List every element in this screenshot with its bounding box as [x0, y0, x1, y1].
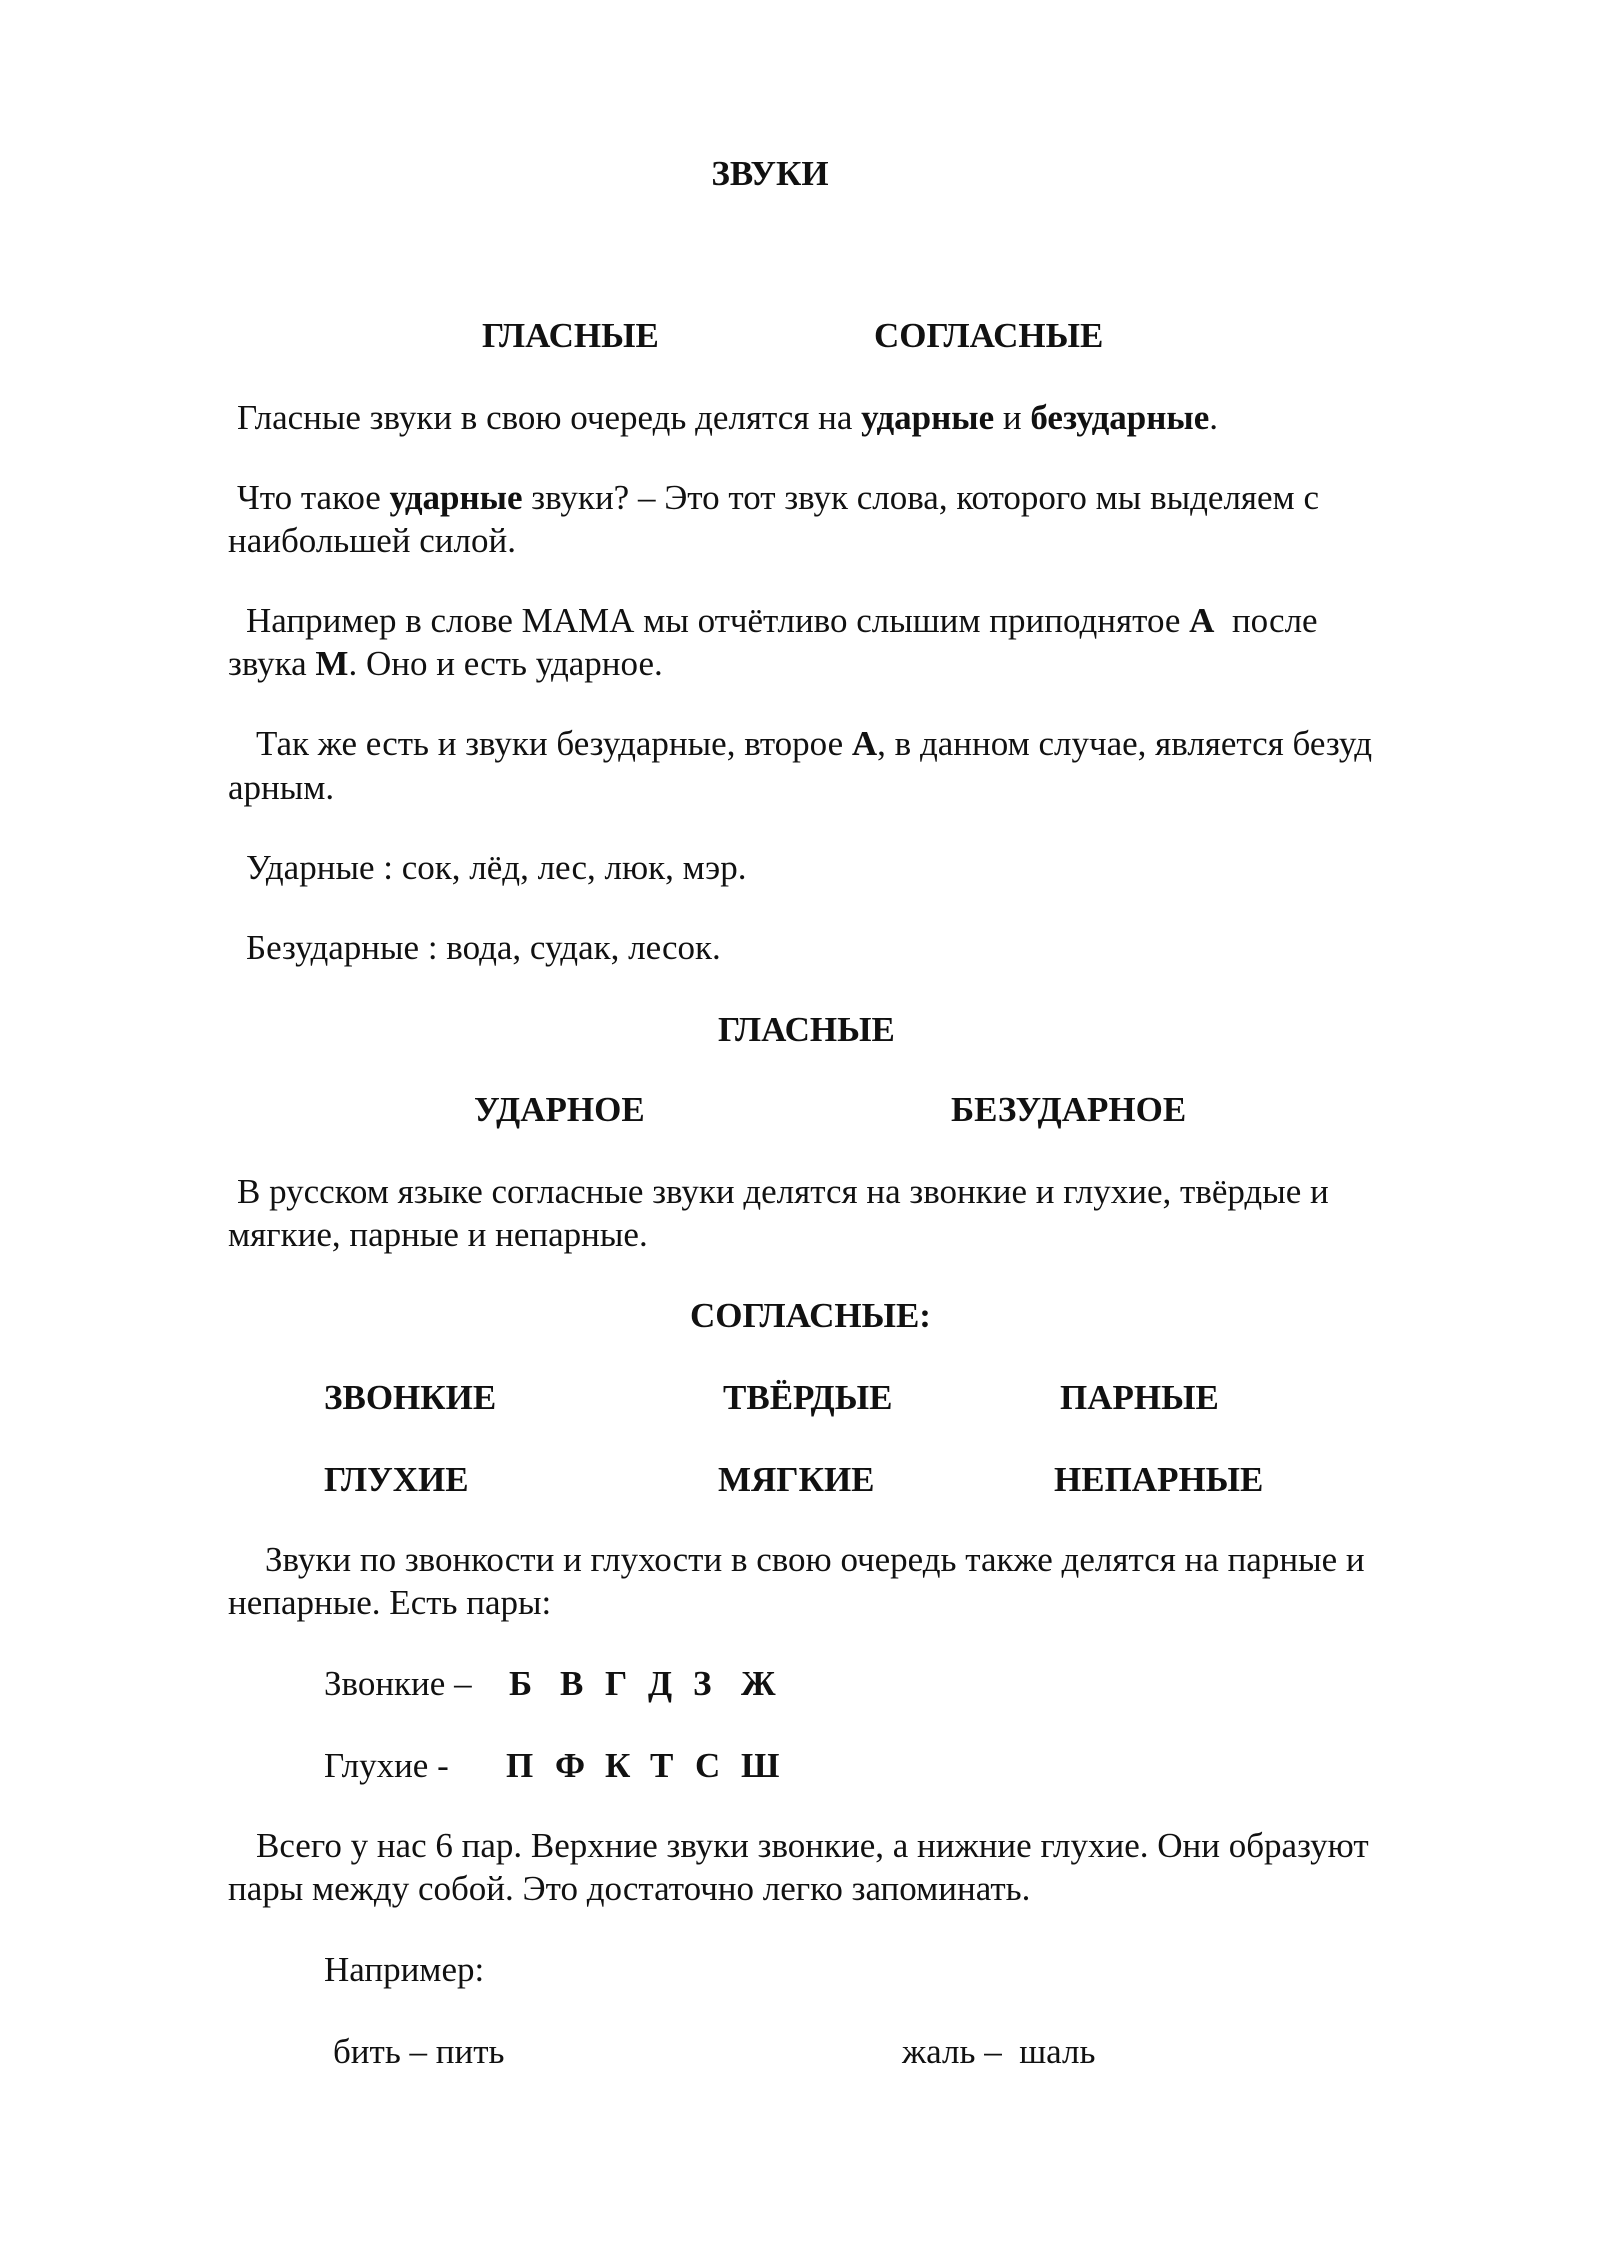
- vowels-heading: ГЛАСНЫЕ: [718, 1010, 895, 1049]
- voiced-letter: Д: [648, 1664, 673, 1703]
- unstressed-examples: Безударные : вода, судак, лесок.: [246, 928, 721, 967]
- consonant-type-voiced: ЗВОНКИЕ: [324, 1378, 497, 1417]
- voiced-letter: В: [560, 1664, 584, 1703]
- word-pair-left: бить – пить: [333, 2032, 505, 2071]
- consonant-type-unpaired: НЕПАРНЫЕ: [1054, 1460, 1264, 1499]
- consonant-type-voiceless: ГЛУХИЕ: [324, 1460, 469, 1499]
- voiced-letter: Г: [605, 1664, 628, 1703]
- voiceless-letter: Ф: [555, 1746, 586, 1785]
- paragraph-vowel-division: Гласные звуки в свою очередь делятся на ударные и безударные.: [237, 398, 1219, 437]
- word-pair-right: жаль – шаль: [902, 2032, 1096, 2071]
- consonant-type-hard: ТВЁРДЫЕ: [723, 1378, 893, 1417]
- category-consonants: СОГЛАСНЫЕ: [874, 316, 1104, 355]
- voiceless-letter: Ш: [741, 1746, 780, 1785]
- page-title: ЗВУКИ: [711, 154, 829, 193]
- consonant-type-paired: ПАРНЫЕ: [1060, 1378, 1219, 1417]
- voiceless-letter: П: [506, 1746, 534, 1785]
- voiceless-letter: К: [605, 1746, 631, 1785]
- voiced-label: Звонкие –: [324, 1664, 472, 1703]
- voiced-letter: Б: [509, 1664, 533, 1703]
- example-label: Например:: [324, 1950, 485, 1989]
- voiceless-label: Глухие -: [324, 1746, 449, 1785]
- voiced-letter: З: [693, 1664, 712, 1703]
- voiceless-letter: С: [695, 1746, 721, 1785]
- vowel-type-unstressed: БЕЗУДАРНОЕ: [951, 1090, 1187, 1129]
- consonants-heading: СОГЛАСНЫЕ:: [690, 1296, 931, 1335]
- vowel-type-stressed: УДАРНОЕ: [474, 1090, 645, 1129]
- consonant-type-soft: МЯГКИЕ: [718, 1460, 875, 1499]
- category-vowels: ГЛАСНЫЕ: [482, 316, 659, 355]
- stressed-examples: Ударные : сок, лёд, лес, люк, мэр.: [246, 848, 747, 887]
- voiced-letter: Ж: [741, 1664, 776, 1703]
- voiceless-letter: Т: [650, 1746, 674, 1785]
